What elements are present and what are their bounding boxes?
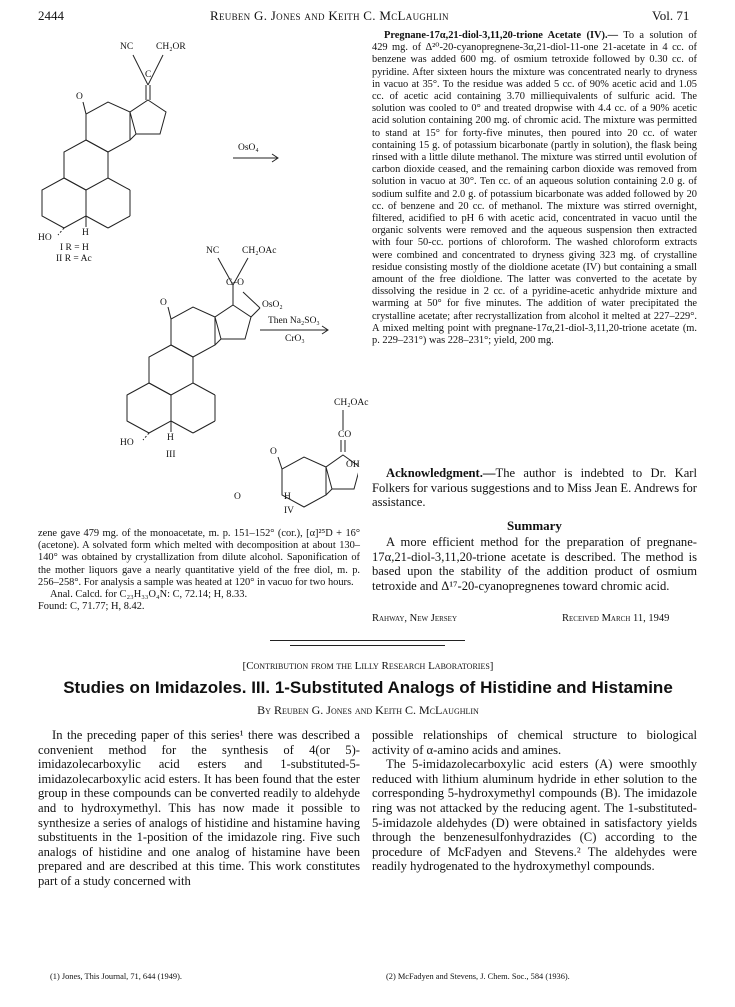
cmpd1-h-label: H: [82, 228, 89, 238]
cmpd4-o-label: O: [270, 447, 277, 457]
cmpd3-ho-label: HO: [120, 438, 134, 448]
label-compound-ii: II R = Ac: [56, 254, 92, 264]
steroid-structures-figure: [38, 30, 358, 525]
summary-heading: Summary: [507, 518, 562, 533]
article-byline: By Reuben G. Jones and Keith C. McLaughlin: [257, 703, 479, 717]
article-right-paragraph-1: possible relationships of chemical structure to biological activity of α-amino acids and amines.: [372, 728, 697, 757]
cmpd4-co-label: CO: [338, 430, 352, 440]
cmpd3-ch2oac-label: CH₂OAc: [242, 246, 277, 256]
summary-block: [372, 535, 697, 593]
cmpd3-co-label: C–O: [226, 278, 244, 288]
label-compound-i: I R = H: [60, 243, 89, 253]
cmpd4-h-label: H: [284, 492, 291, 502]
label-compound-iii: III: [166, 450, 176, 460]
summary-body: A more efficient method for the preparation of pregnane-17α,21-diol-3,11,20-trione acetate is described. The method is based upon the stability of the addition product of osmium tetroxide and Δ¹⁷-20-cyanopregnenes toward chromic acid.: [372, 535, 697, 593]
reagent-na2so3: Then Na₂SO₃: [268, 316, 320, 326]
cmpd4-o2-label: O: [234, 492, 241, 502]
article-separator-rule: [270, 640, 465, 641]
acknowledgment-heading: Acknowledgment.—: [386, 466, 496, 480]
left-column-text: [38, 528, 360, 613]
cmpd1-o-label: O: [76, 92, 83, 102]
running-title: Reuben G. Jones and Keith C. McLaughlin: [210, 8, 449, 23]
cmpd4-oh-label: OH: [346, 460, 360, 470]
contribution-line: [Contribution from the Lilly Research Laboratories]: [242, 660, 494, 672]
footnote-1: (1) Jones, This Journal, 71, 644 (1949).: [50, 972, 182, 981]
cmpd3-o-label: O: [160, 298, 167, 308]
left-paragraph: zene gave 479 mg. of the monoacetate, m. p. 151–152° (cor.), [α]²⁵D + 16° (acetone). A solvated form which melted with decomposition at about 130–140° was obtained by crystallization from dilute alcohol. Saponification of the mother liquors gave a nearly quantitative yield of the free diol, m. p. 256–258°. For analysis a sample was heated at 120° in vacuo for two hours.: [38, 528, 360, 588]
article-separator-rule-2: [290, 645, 445, 646]
analysis-calcd: Anal. Calcd. for C₂₃H₃₃O₄N: C, 72.14; H, 8.33.: [50, 589, 248, 601]
experimental-body: To a solution of 429 mg. of Δ²⁰-20-cyanopregnene-3α,21-diol-11-one 21-acetate in 4 cc. of benzene was added 600 mg. of osmium tetroxide followed by 0.30 cc. of pyridine. After sixteen hours the mixture was concentrated nearly to dryness in vacuo at 35°. To the residue was added 5 cc. of 90% acetic acid and 1.05 cc. of acetic acid containing 3.70 milliequivalents of sulfuric acid. The solution was cooled to 0° and treated dropwise with 4.4 cc. of a 90% acetic acid solution containing 200 mg. of chromic acid. The mixture was permitted to stand at 15° for forty-five minutes, then poured into 20 cc. of water containing 15 g. of potassium bicarbonate (partly in solution), the flask being rinsed with a little dilute methanol. The mixture was stirred until evolution of carbon dioxide ceased, and the remaining carbon dioxide was removed from solution in vacuo at 30°. Ten cc. of an aqueous solution containing 2.0 g. of sodium sulfite and 2.0 g. of potassium bicarbonate was added followed by 20 cc. of benzene and 20 cc. of methanol. The mixture was stirred overnight, filtered, acidified to pH 6 with acetic acid, concentrated in vacuo until the organic solvents were removed and the aqueous suspension then extracted with four 50-cc. portions of chloroform. The washed chloroform extracts were combined and concentrated to dryness giving 323 mg. of crystalline residue consisting mostly of the dioldione acetate (IV) but containing a small amount of the free dioldione. The latter was converted to the acetate by dissolving the residue in 2 cc. of a pyridine-acetic anhydride mixture and warming at 50° for five minutes. The addition of water precipitated the crystalline acetate; after recrystallization from alcohol it melted at 227–229°. A mixed melting point with pregnane-17α,21-diol-3,11,20-trione acetate (m. p. 229–231°) was 228–231°; yield, 200 mg.: [372, 30, 697, 347]
cmpd3-nc-label: NC: [206, 246, 220, 256]
acknowledgment-block: [372, 466, 697, 510]
article-left-column: [38, 728, 360, 889]
article-right-column: [372, 728, 697, 874]
page-number: 2444: [38, 8, 64, 23]
article-left-paragraph: In the preceding paper of this series¹ there was described a convenient method for the synthesis of 4(or 5)-imidazolecarboxylic acid esters and 1-substituted-5-imidazolecarboxylic acid esters. It has been found that the ester group in these compounds can be converted readily to aldehyde and to hydroxymethyl. This has now made it possible to synthesize a series of analogs of histidine and histamine having substituents in the 1-position of the imidazole ring. Five such analogs of histidine and one analog of histamine have been prepared and are described at this time. This work constitutes part of a study concerned with: [38, 728, 360, 888]
analysis-found: Found: C, 71.77; H, 8.42.: [38, 601, 145, 613]
cmpd1-ho-label: HO: [38, 233, 52, 243]
cmpd3-oso2-label: OsO₂: [262, 300, 283, 310]
cmpd1-nc-label: NC: [120, 42, 134, 52]
cmpd1-ch2or-label: CH₂OR: [156, 42, 186, 52]
label-compound-iv: IV: [284, 506, 295, 516]
cmpd4-ch2oac-label: CH₂OAc: [334, 398, 369, 408]
article-title: Studies on Imidazoles. III. 1-Substituted Analogs of Histidine and Histamine: [63, 678, 673, 697]
compound-i-skeleton: [42, 55, 166, 235]
cmpd3-h-label: H: [167, 433, 174, 443]
footnote-2: (2) McFadyen and Stevens, J. Chem. Soc., 584 (1936).: [386, 972, 570, 981]
reaction-scheme: [38, 30, 369, 525]
reagent-cro3: CrO₃: [285, 334, 305, 344]
right-column-experimental: [372, 30, 697, 347]
volume-label: Vol. 71: [652, 8, 690, 23]
experimental-heading: Pregnane-17α,21-diol-3,11,20-trione Acetate (IV).—: [384, 30, 618, 41]
received-line: Received March 11, 1949: [562, 613, 670, 624]
article-right-paragraph-2: The 5-imidazolecarboxylic acid esters (A) were smoothly reduced with lithium aluminum hydride in ether solution to the corresponding 5-hydroxymethyl compounds (B). The imidazole ring was not attacked by the reducing agent. The 1-substituted-5-imidazole aldehydes (D) were obtained in satisfactory yields through the benzenesulfonhydrazides (C) according to the procedure of McFadyen and Stevens.² The aldehydes were readily hydrogenated to the hydroxymethyl compounds.: [372, 757, 697, 874]
reagent-oso4: OsO₄: [238, 143, 259, 153]
cmpd1-c-label: C: [145, 70, 152, 80]
place-line: Rahway, New Jersey: [372, 613, 458, 624]
acknowledgment-body: The author is indebted to Dr. Karl Folkers for various suggestions and to Miss Jean E. Andrews for assistance.: [372, 466, 697, 510]
